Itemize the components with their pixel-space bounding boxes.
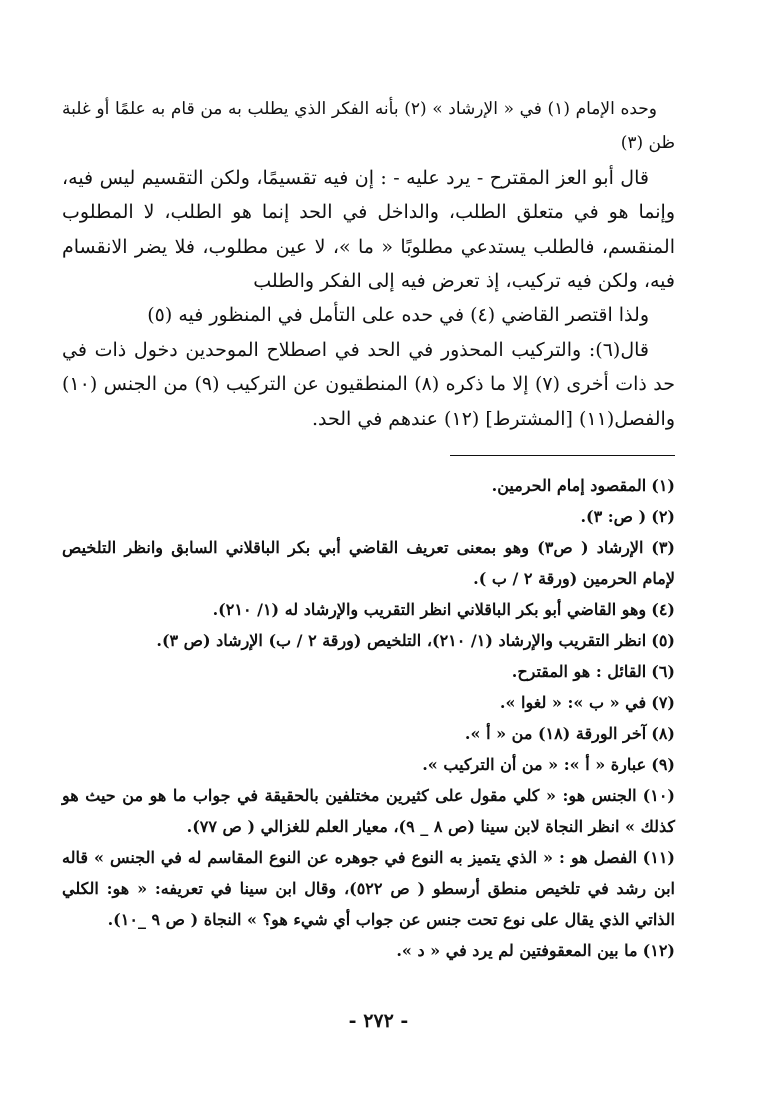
footnote-number: (١٢) [642,941,675,960]
footnote-text: الفصل هو : « الذي يتميز به النوع في جوهره عن النوع المقاسم له في الجنس » قاله ابن رشد في تلخيص منطق أرسطو ( ص ٥٢٢)، وقال ابن سينا في تعريفه: « هو: الكلي الذاتي الذي يقال على نوع تحت جنس عن جواب أي شيء هو؟ » النجاة ( ص ٩ _١٠). [62,848,675,929]
footnote-number: (٨) [651,724,675,743]
footnote-text: عبارة « أ »: « من أن التركيب ». [422,755,647,774]
footnote-5 [62,625,675,656]
paragraph-4: قال(٦): والتركيب المحذور في الحد في اصطلاح الموحدين دخول ذات في حد ذات أخرى (٧) إلا ما ذكره (٨) المنطقيون عن التركيب (٩) من الجنس (١٠) والفصل(١١) [المشترط] (١٢) عندهم في الحد. [62,338,675,430]
footnote-12 [62,935,675,966]
footnote-text: الجنس هو: « كلي مقول على كثيرين مختلفين بالحقيقة في جواب ما هو من حيث هو كذلك » انظر النجاة لابن سينا (ص ٨ _ ٩)، معيار العلم للغزالي ( ص ٧٧). [62,786,675,836]
footnote-number: (٥) [651,631,675,650]
footnote-number: (١٠) [642,786,675,805]
footnote-9 [62,749,675,780]
footnote-1 [62,470,675,501]
footnote-text: ( ص: ٣). [580,507,647,526]
footnote-number: (٣) [651,538,675,557]
footnote-number: (١) [651,476,675,495]
footnote-3 [62,532,675,594]
footnotes [62,470,675,966]
footnote-text: الإرشاد ( ص٣) وهو بمعنى تعريف القاضي أبي بكر الباقلاني السابق وانظر التلخيص لإمام الحرمين (ورقة ٢ / ب ). [62,538,675,588]
footnote-7 [62,687,675,718]
footnote-number: (٤) [651,600,675,619]
footnote-number: (٩) [651,755,675,774]
footnote-text: ما بين المعقوفتين لم يرد في « د ». [396,941,638,960]
footnote-number: (١١) [642,848,675,867]
footnote-number: (٧) [651,693,675,712]
footnote-text: المقصود إمام الحرمين. [491,476,647,495]
footnote-text: في « ب »: « لغوا ». [499,693,647,712]
footnote-text: القائل : هو المقترح. [511,662,647,681]
footnote-6 [62,656,675,687]
paragraph-2: قال أبو العز المقترح - يرد عليه - : إن فيه تقسيمًا، ولكن التقسيم ليس فيه، وإنما هو في متعلق الطلب، والداخل في الحد إنما هو الطلب، لا المطلوب المنقسم، فالطلب يستدعي مطلوبًا « ما »، لا عين مطلوب، فلا يضر الانقسام فيه، ولكن فيه تركيب، إذ تعرض فيه إلى الفكر والطلب [62,166,675,293]
footnote-divider [450,455,675,456]
footnote-2 [62,501,675,532]
paragraph-1: وحده الإمام (١) في « الإرشاد » (٢) بأنه الفكر الذي يطلب به من قام به علمًا أو غلبة ظن (٣) [62,99,675,154]
footnote-number: (٦) [651,662,675,681]
main-text [62,92,675,436]
paragraph-3: ولذا اقتصر القاضي (٤) في حده على التأمل في المنظور فيه (٥) [147,304,649,327]
page-number: - ٢٧٢ - [348,1010,409,1032]
footnote-text: وهو القاضي أبو بكر الباقلاني انظر التقريب والإرشاد له (١/ ٢١٠). [212,600,647,619]
footnote-number: (٢) [651,507,675,526]
footnote-text: انظر التقريب والإرشاد (١/ ٢١٠)، التلخيص (ورقة ٢ / ب) الإرشاد (ص ٣). [156,631,647,650]
footnote-text: آخر الورقة (١٨) من « أ ». [464,724,647,743]
footnote-4 [62,594,675,625]
footnote-8 [62,718,675,749]
footnote-10 [62,780,675,842]
footnote-11 [62,842,675,935]
